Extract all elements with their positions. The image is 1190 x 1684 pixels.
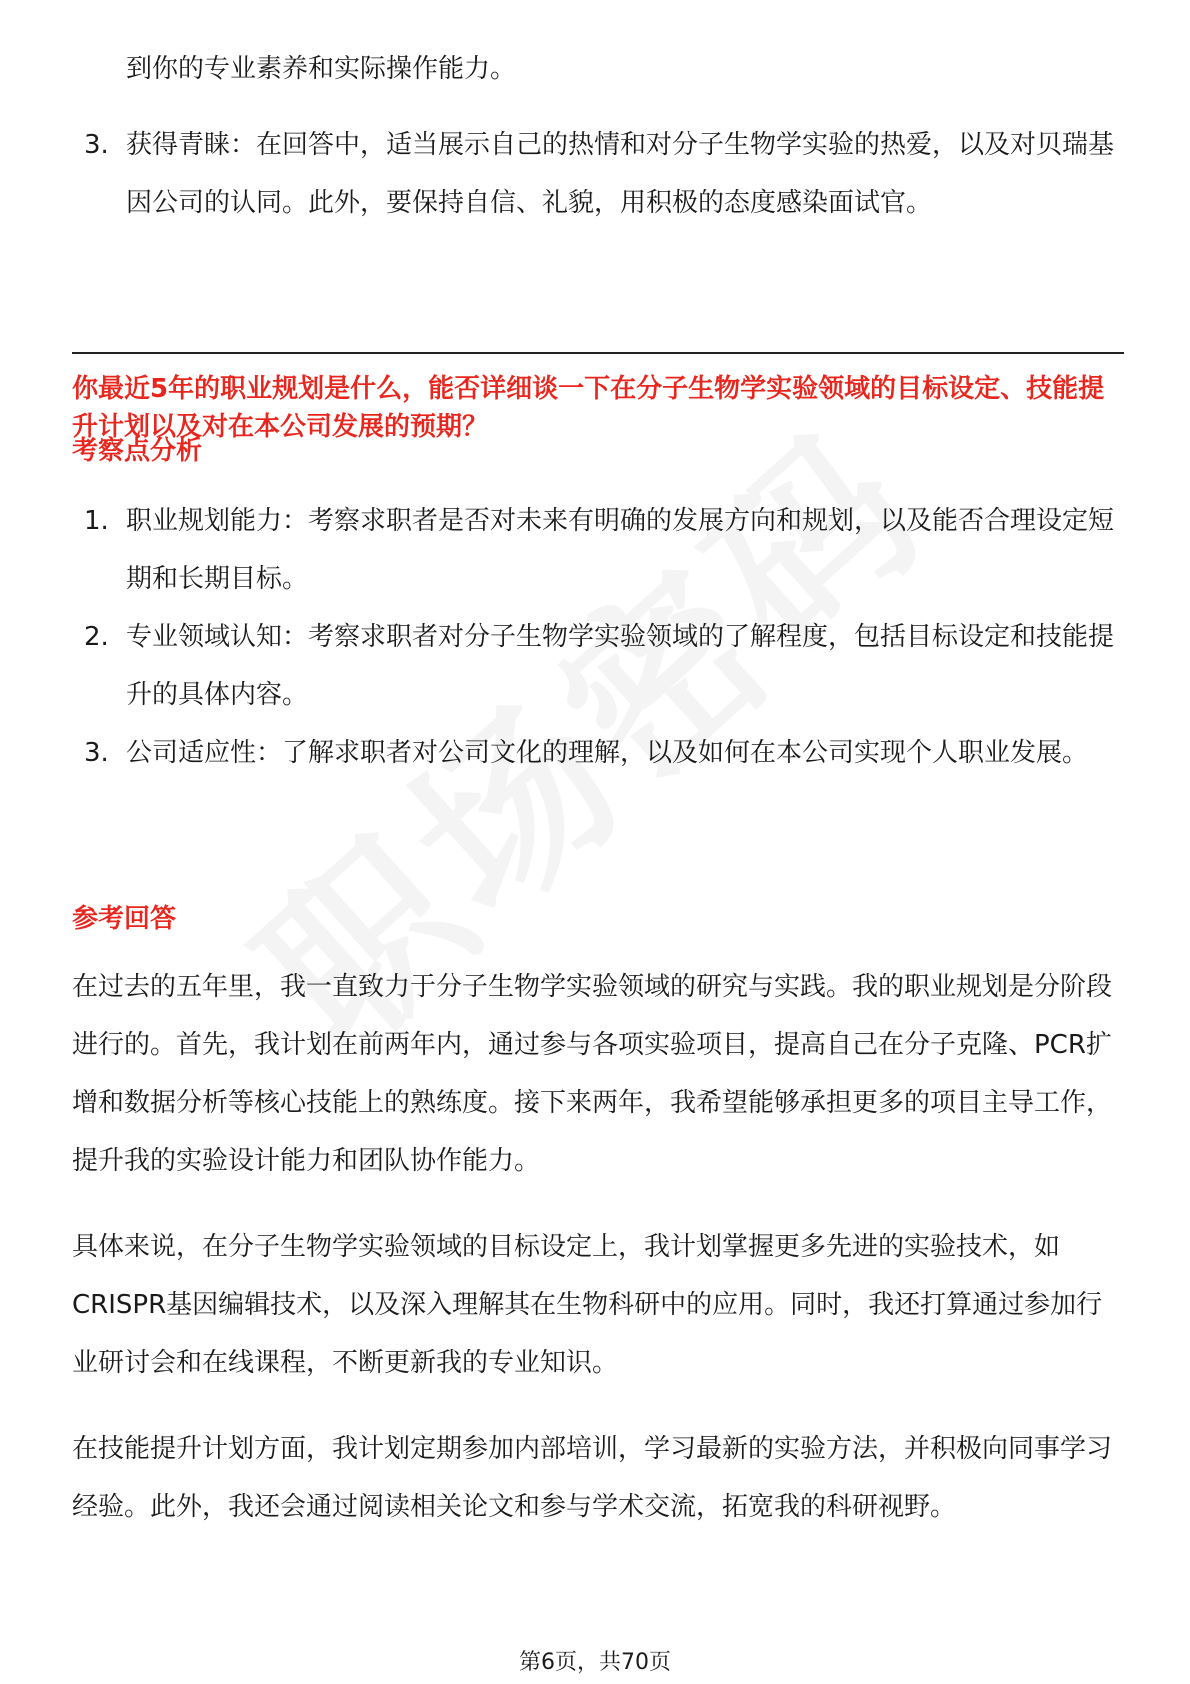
interview-question: 你最近5年的职业规划是什么，能否详细谈一下在分子生物学实验领域的目标设定、技能提升计划以及对在本公司发展的预期？ <box>72 374 1105 442</box>
list-item <box>84 116 1124 232</box>
previous-list <box>84 116 1124 232</box>
list-text: 获得青睐：在回答中，适当展示自己的热情和对分子生物学实验的热爱，以及对贝瑞基因公司的认同。此外，要保持自信、礼貌，用积极的态度感染面试官。 <box>126 130 1115 218</box>
page-number: 第6页，共70页 <box>519 1650 671 1675</box>
answer-paragraph: 在过去的五年里，我一直致力于分子生物学实验领域的研究与实践。我的职业规划是分阶段进行的。首先，我计划在前两年内，通过参与各项实验项目，提高自己在分子克隆、PCR扩增和数据分析等核心技能上的熟练度。接下来两年，我希望能够承担更多的项目主导工作，提升我的实验设计能力和团队协作能力。 <box>72 972 1113 1176</box>
analysis-list <box>84 492 1124 782</box>
list-number: 3. <box>84 130 109 160</box>
section-divider <box>72 352 1124 354</box>
list-item <box>84 724 1124 782</box>
list-text: 职业规划能力：考察求职者是否对未来有明确的发展方向和规划，以及能否合理设定短期和长期目标。 <box>126 506 1115 594</box>
list-number: 3. <box>84 738 109 768</box>
list-item <box>84 608 1124 724</box>
list-item <box>84 492 1124 608</box>
list-number: 2. <box>84 622 109 652</box>
answer-paragraph: 在技能提升计划方面，我计划定期参加内部培训，学习最新的实验方法，并积极向同事学习经验。此外，我还会通过阅读相关论文和参与学术交流，拓宽我的科研视野。 <box>72 1434 1113 1522</box>
analysis-heading: 考察点分析 <box>72 436 203 466</box>
continuation-text: 到你的专业素养和实际操作能力。 <box>126 54 517 84</box>
list-number: 1. <box>84 506 109 536</box>
answer-paragraph: 具体来说，在分子生物学实验领域的目标设定上，我计划掌握更多先进的实验技术，如CRISPR基因编辑技术，以及深入理解其在生物科研中的应用。同时，我还打算通过参加行业研讨会和在线课程，不断更新我的专业知识。 <box>72 1232 1103 1378</box>
answer-heading: 参考回答 <box>72 904 177 934</box>
list-text: 公司适应性：了解求职者对公司文化的理解，以及如何在本公司实现个人职业发展。 <box>126 738 1089 768</box>
list-text: 专业领域认知：考察求职者对分子生物学实验领域的了解程度，包括目标设定和技能提升的具体内容。 <box>126 622 1115 710</box>
